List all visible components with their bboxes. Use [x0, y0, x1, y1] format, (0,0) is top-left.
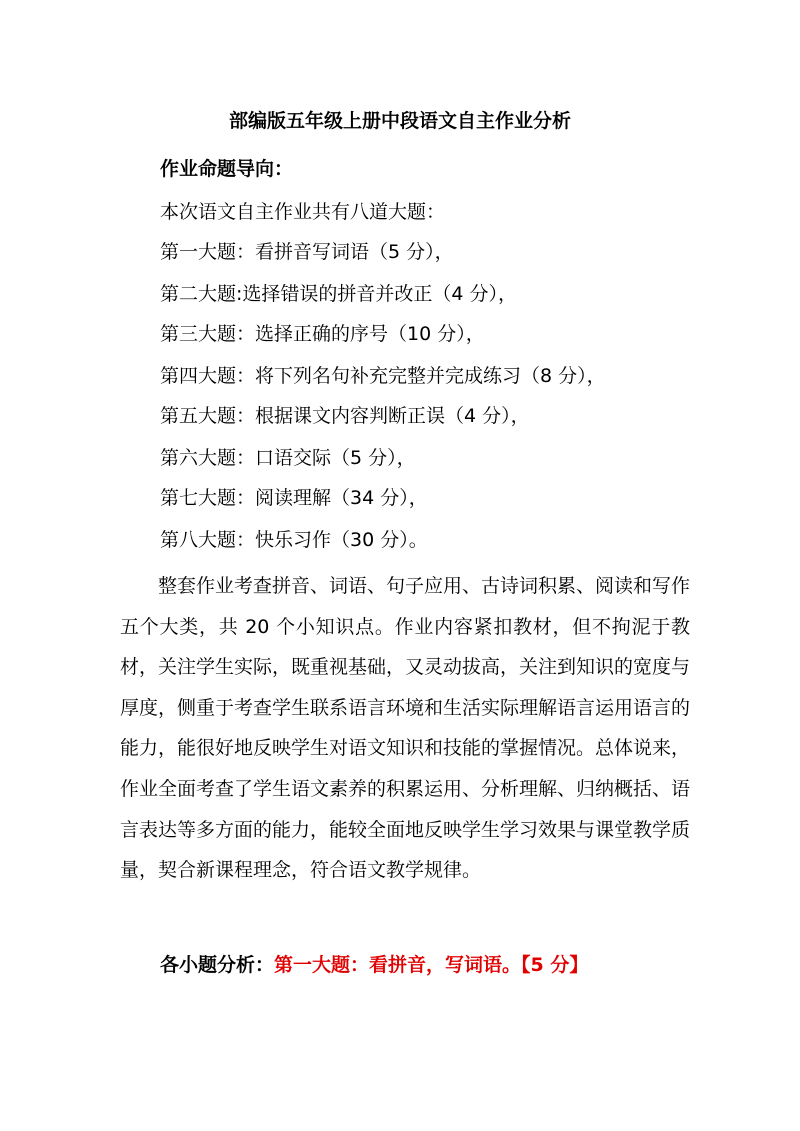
summary-paragraph: 整套作业考查拼音、词语、句子应用、古诗词积累、阅读和写作五个大类，共 20 个小知识点。作业内容紧扣教材，但不拘泥于教材，关注学生实际，既重视基础，又灵动拔高，关注到知识的宽度与厚度，侧重于考查学生联系语言环境和生活实际理解语言运用语言的能力，能很好地反映学生对语文知识和技能的掌握情况。总体说来，作业全面考查了学生语文素养的积累运用、分析理解、归纳概括、语言表达等多方面的能力，能较全面地反映学生学习效果与课堂教学质量，契合新课程理念，符合语文教学规律。: [120, 575, 691, 882]
analysis-label: 各小题分析：: [160, 954, 275, 976]
intro-line: 本次语文自主作业共有八道大题：: [160, 201, 446, 223]
section-heading: 作业命题导向：: [160, 158, 294, 180]
question-3: 第三大题：选择正确的序号（10 分），: [160, 323, 485, 345]
question-2: 第二大题:选择错误的拼音并改正（4 分），: [160, 283, 518, 305]
question-7: 第七大题：阅读理解（34 分），: [160, 487, 428, 509]
question-8: 第八大题：快乐习作（30 分）。: [160, 529, 428, 551]
question-6: 第六大题：口语交际（5 分），: [160, 447, 416, 469]
question-4: 第四大题：将下列名句补充完整并完成练习（8 分），: [160, 365, 606, 387]
analysis-first-question: 第一大题：看拼音，写词语。【5 分】: [274, 954, 589, 976]
analysis-line: [160, 950, 588, 980]
document-title: 部编版五年级上册中段语文自主作业分析: [228, 110, 571, 132]
question-5: 第五大题：根据课文内容判断正误（4 分），: [160, 405, 530, 427]
question-1: 第一大题：看拼音写词语（5 分），: [160, 241, 454, 263]
